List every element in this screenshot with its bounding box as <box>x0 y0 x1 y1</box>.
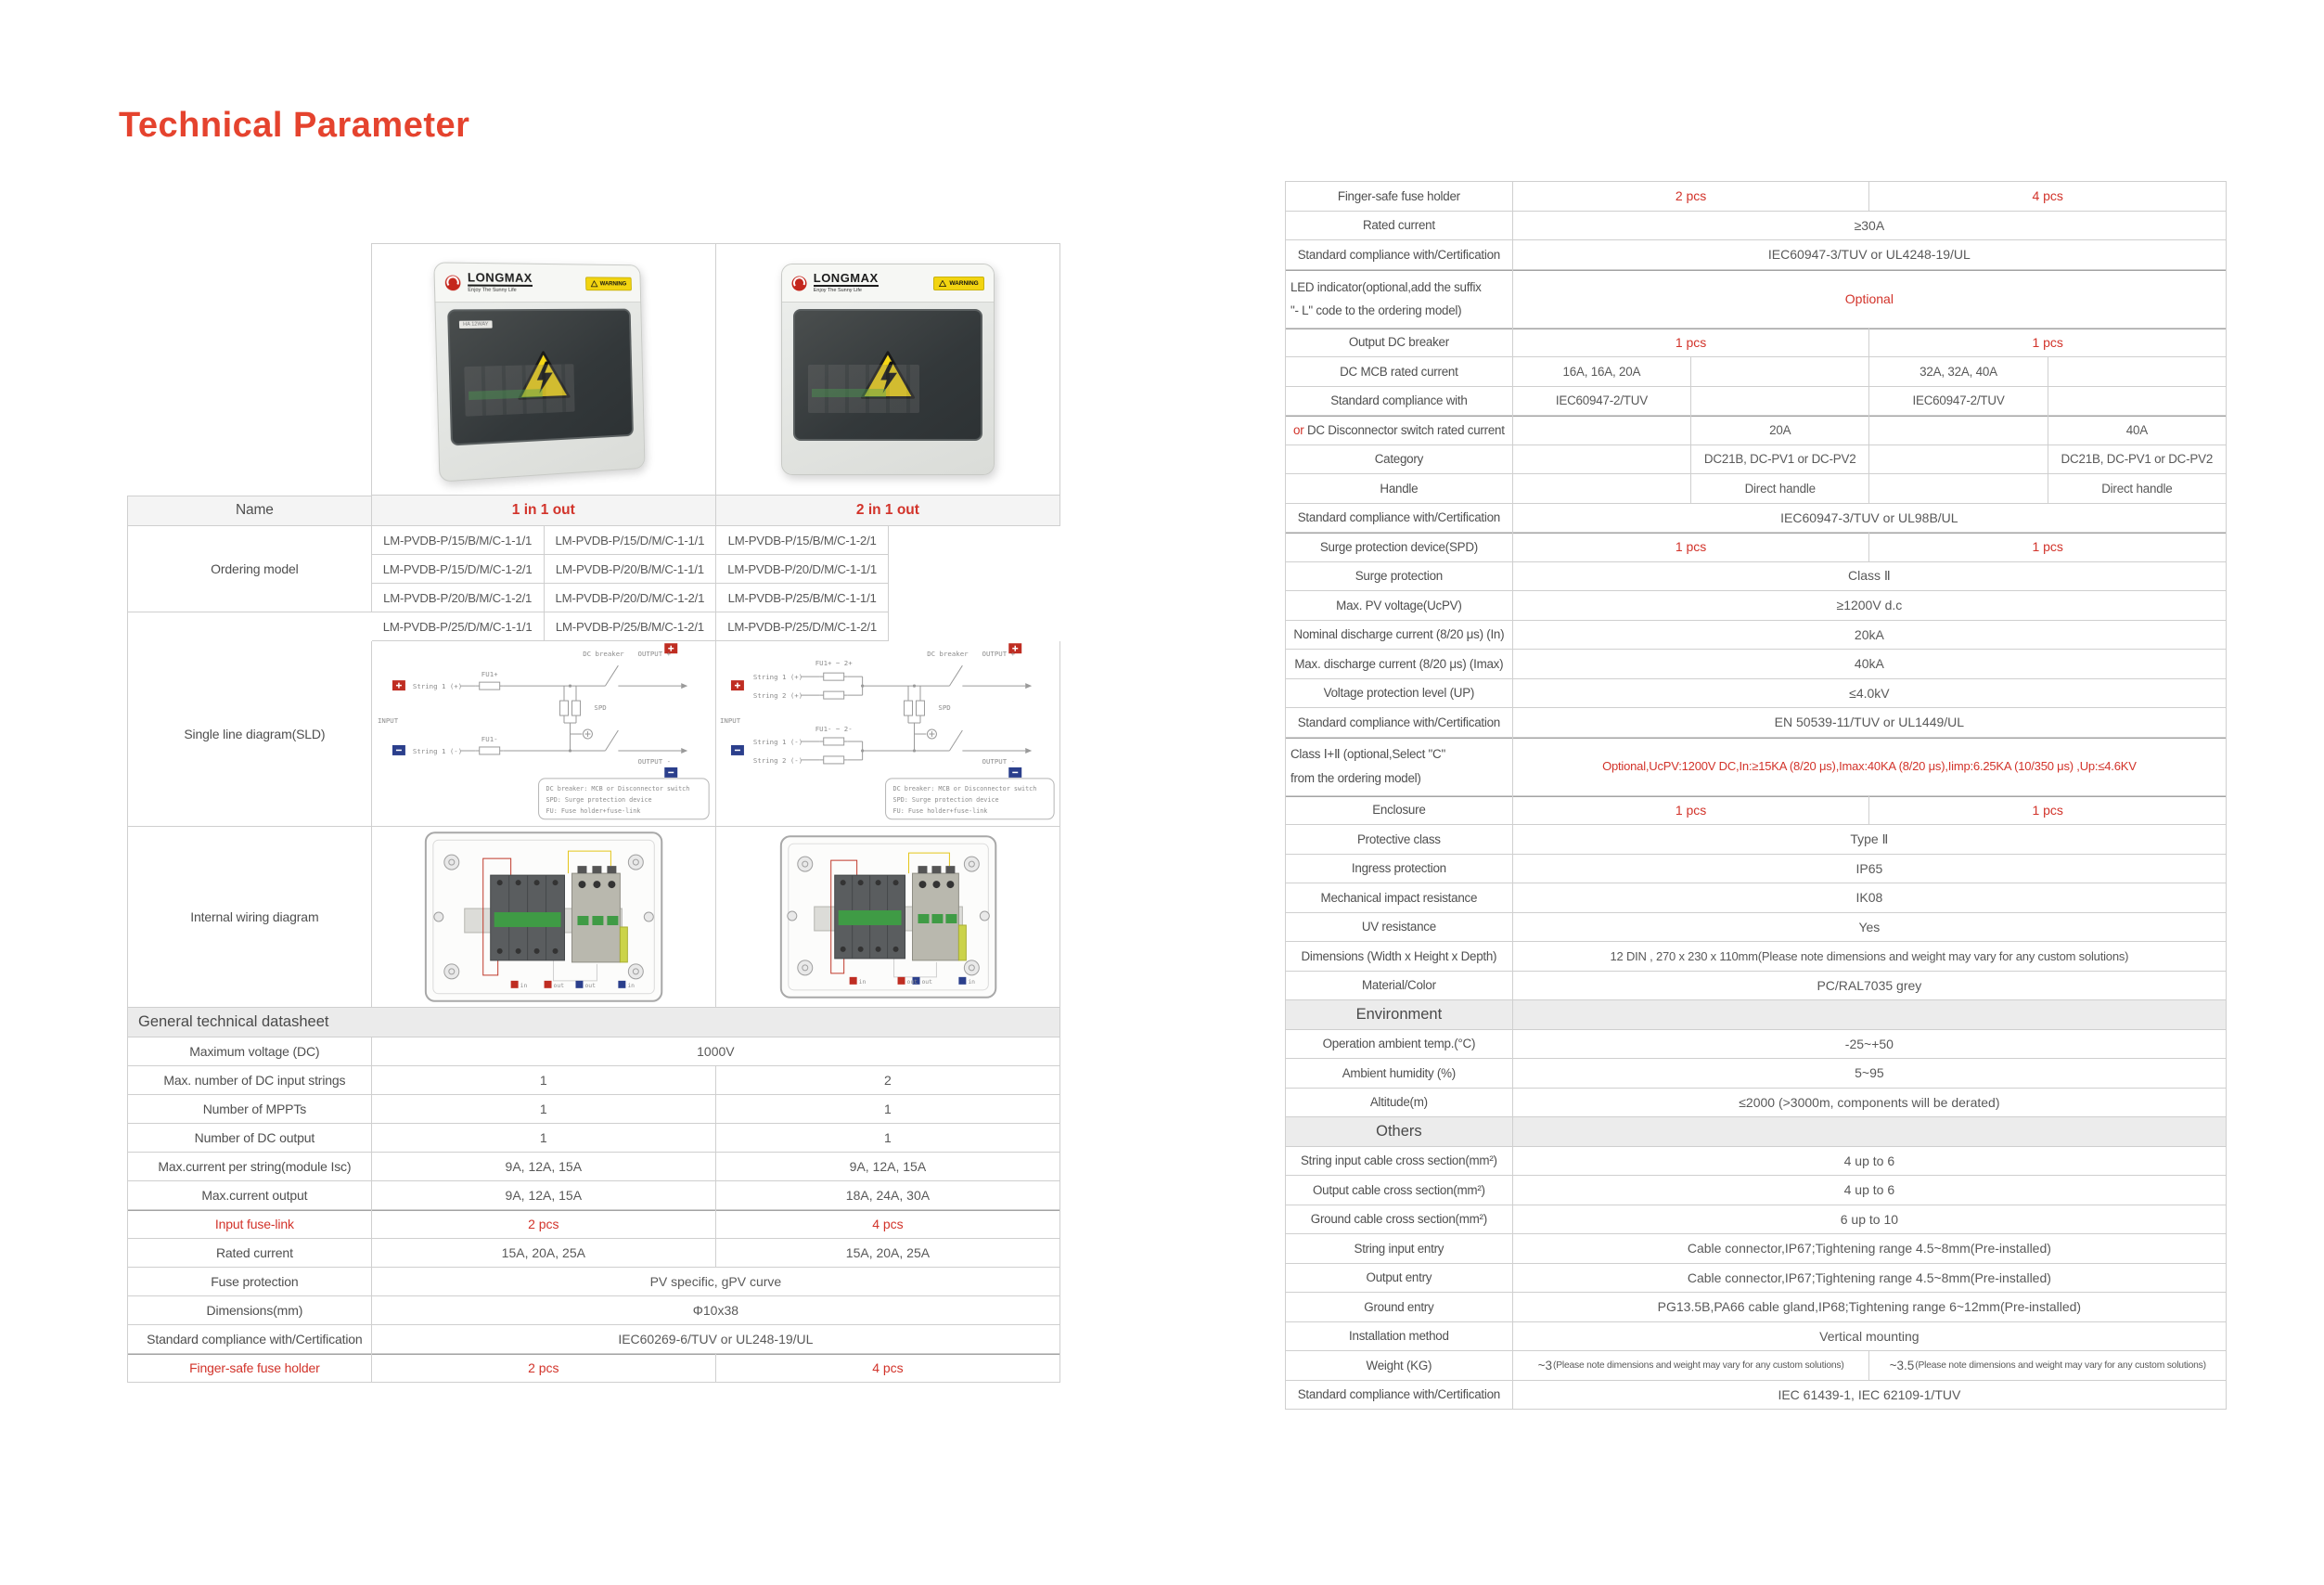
row-label: Finger-safe fuse holder <box>128 1354 372 1383</box>
sld-label: FU1+ <box>481 670 498 679</box>
row-value: ~3 (Please note dimensions and weight may vary for any custom solutions) <box>1513 1351 1870 1381</box>
row-label: Max.current per string(module Isc) <box>128 1153 372 1181</box>
table-row <box>1285 1293 2227 1322</box>
row-value: 20A <box>1691 416 1869 445</box>
table-row <box>1285 1234 2227 1264</box>
table-row <box>127 1037 1060 1066</box>
brand-logo-icon <box>791 276 807 291</box>
table-row <box>1285 182 2227 212</box>
row-value: ≤4.0kV <box>1513 679 2227 709</box>
row-value: 9A, 12A, 15A <box>372 1181 716 1210</box>
table-row <box>1285 650 2227 679</box>
product-photo-1in1out <box>372 244 716 495</box>
row-value: 4 pcs <box>716 1354 1060 1383</box>
table-row <box>1285 387 2227 417</box>
table-row <box>1285 1205 2227 1235</box>
smoked-window <box>793 309 982 441</box>
row-value: 9A, 12A, 15A <box>372 1153 716 1181</box>
section-header-others <box>1285 1117 2227 1147</box>
row-label: Enclosure <box>1286 796 1513 826</box>
row-label: Finger-safe fuse holder <box>1286 182 1513 212</box>
warning-triangle-icon <box>939 280 946 287</box>
row-value: 2 pcs <box>372 1354 716 1383</box>
row-label: Input fuse-link <box>128 1210 372 1239</box>
warning-sticker <box>584 277 631 290</box>
row-value: IEC60269-6/TUV or UL248-19/UL <box>372 1325 1060 1354</box>
row-value: 1 <box>716 1124 1060 1153</box>
row-value <box>2048 357 2227 387</box>
row-value: PV specific, gPV curve <box>372 1268 1060 1296</box>
sld-label: SPD <box>594 703 607 713</box>
table-row <box>127 1239 1060 1268</box>
row-label: Max. discharge current (8/20 μs) (Imax) <box>1286 650 1513 679</box>
wiring-cell-1in1out <box>372 827 716 1008</box>
table-row <box>1285 329 2227 358</box>
row-value: ≥30A <box>1513 212 2227 241</box>
row-value: 40A <box>2048 416 2227 445</box>
row-label: Standard compliance with/Certification <box>1286 708 1513 738</box>
row-value: 2 pcs <box>1513 182 1870 212</box>
row-label: Installation method <box>1286 1322 1513 1352</box>
table-row-ordering-model <box>127 526 1060 641</box>
ordering-model-cell: LM-PVDB-P/20/D/M/C-1-2/1 <box>545 584 717 612</box>
row-value: IEC60947-2/TUV <box>1869 387 2048 417</box>
table-row <box>1285 942 2227 972</box>
ordering-model-cell: LM-PVDB-P/25/D/M/C-1-1/1 <box>372 612 545 641</box>
row-value: Yes <box>1513 913 2227 943</box>
row-value: Φ10x38 <box>372 1296 1060 1325</box>
sld-cell-2in1out <box>716 641 1060 827</box>
table-row <box>127 1296 1060 1325</box>
row-value: 1 pcs <box>1869 796 2227 826</box>
section-title: Others <box>1286 1117 1513 1147</box>
row-value <box>1869 416 2048 445</box>
row-value: Class Ⅱ <box>1513 562 2227 592</box>
table-row <box>1285 1381 2227 1411</box>
table-row <box>1285 533 2227 562</box>
row-label: Internal wiring diagram <box>128 827 372 1008</box>
sld-legend-line: FU: Fuse holder+fuse-link <box>546 806 641 815</box>
ordering-model-cell: LM-PVDB-P/15/D/M/C-1-2/1 <box>372 555 545 584</box>
brand-name: LONGMAX <box>813 271 879 286</box>
ordering-model-cell: LM-PVDB-P/20/D/M/C-1-1/1 <box>716 555 889 584</box>
row-value: 1 <box>372 1124 716 1153</box>
row-value: Optional <box>1513 270 2227 329</box>
wiring-legend-label: in <box>858 977 867 986</box>
row-value: IEC 61439-1, IEC 62109-1/TUV <box>1513 1381 2227 1411</box>
sld-cell-1in1out <box>372 641 716 827</box>
table-row <box>1285 1030 2227 1060</box>
row-value: IEC60947-2/TUV <box>1513 387 1691 417</box>
table-row <box>1285 445 2227 475</box>
wiring-legend-label: out <box>584 981 596 989</box>
page-title: Technical Parameter <box>119 106 470 145</box>
row-value <box>1691 387 1869 417</box>
wiring-legend-label: out <box>906 977 918 986</box>
sld-legend-line: FU: Fuse holder+fuse-link <box>892 806 988 815</box>
section-title: Environment <box>1286 1000 1513 1030</box>
sld-label: INPUT <box>719 716 741 726</box>
sld-label: DC breaker <box>582 650 624 659</box>
row-value <box>1513 445 1691 475</box>
sld-label: String 1 (+) <box>752 673 803 682</box>
table-row-sld <box>127 641 1060 827</box>
table-row <box>1285 474 2227 504</box>
row-value: IK08 <box>1513 883 2227 913</box>
table-row <box>1285 212 2227 241</box>
row-value: 15A, 20A, 25A <box>372 1239 716 1268</box>
brand-slogan: Enjoy The Sunny Life <box>467 287 517 294</box>
table-row-weight <box>1285 1351 2227 1381</box>
wiring-legend-label: in <box>627 981 635 989</box>
table-row <box>1285 1059 2227 1089</box>
enclosure-photo <box>433 262 645 482</box>
row-label: Ground entry <box>1286 1293 1513 1322</box>
row-value <box>1869 474 2048 504</box>
sld-label: OUTPUT + <box>637 650 671 659</box>
row-value <box>1691 357 1869 387</box>
row-value <box>1869 445 2048 475</box>
row-value: 1 <box>372 1095 716 1124</box>
row-label: Fuse protection <box>128 1268 372 1296</box>
row-label: Ambient humidity (%) <box>1286 1059 1513 1089</box>
row-label: Handle <box>1286 474 1513 504</box>
row-value: 40kA <box>1513 650 2227 679</box>
row-label: Operation ambient temp.(°C) <box>1286 1030 1513 1060</box>
table-row <box>1285 855 2227 884</box>
row-value: 20kA <box>1513 621 2227 651</box>
row-label: Altitude(m) <box>1286 1089 1513 1118</box>
sld-label: FU1- ~ 2- <box>815 725 853 734</box>
row-value: DC21B, DC-PV1 or DC-PV2 <box>1691 445 1869 475</box>
row-value: 5~95 <box>1513 1059 2227 1089</box>
row-value: 1 <box>716 1095 1060 1124</box>
table-row <box>1285 240 2227 270</box>
model-tag: HA 12WAY <box>459 320 493 329</box>
table-row <box>1285 679 2227 709</box>
sld-legend-line: DC breaker: MCB or Disconnector switch <box>892 784 1037 792</box>
row-value: 1 pcs <box>1513 533 1870 562</box>
ordering-model-cell: LM-PVDB-P/15/B/M/C-1-1/1 <box>372 526 545 555</box>
row-label: Ingress protection <box>1286 855 1513 884</box>
row-value: 12 DIN , 270 x 230 x 110mm(Please note dimensions and weight may vary for any custom solutions) <box>1513 942 2227 972</box>
table-row <box>1285 913 2227 943</box>
brand-band <box>782 264 994 303</box>
row-value: ~3.5 (Please note dimensions and weight may vary for any custom solutions) <box>1869 1351 2227 1381</box>
row-label: Dimensions (Width x Height x Depth) <box>1286 942 1513 972</box>
table-row <box>1285 708 2227 738</box>
row-value: DC21B, DC-PV1 or DC-PV2 <box>2048 445 2227 475</box>
table-row <box>1285 504 2227 534</box>
table-row <box>127 1210 1060 1239</box>
brand-band <box>434 263 640 303</box>
sld-legend-line: DC breaker: MCB or Disconnector switch <box>546 784 690 792</box>
table-row-name <box>127 496 1060 526</box>
sld-label: OUTPUT - <box>637 756 671 766</box>
row-value: 4 up to 6 <box>1513 1176 2227 1205</box>
sld-legend-line: SPD: Surge protection device <box>546 795 652 804</box>
row-label: Max.current output <box>128 1181 372 1210</box>
ordering-model-cell: LM-PVDB-P/25/D/M/C-1-2/1 <box>716 612 889 641</box>
row-value: 1 pcs <box>1513 329 1870 358</box>
ordering-model-cell: LM-PVDB-P/25/B/M/C-1-1/1 <box>716 584 889 612</box>
row-label: Name <box>128 496 372 526</box>
right-table <box>1285 181 2227 1410</box>
table-row <box>127 1268 1060 1296</box>
table-row <box>1285 796 2227 826</box>
section-header-general-datasheet: General technical datasheet <box>127 1008 1060 1037</box>
row-value: Type Ⅱ <box>1513 825 2227 855</box>
row-label: Nominal discharge current (8/20 μs) (In) <box>1286 621 1513 651</box>
brand-logo-icon <box>444 274 461 290</box>
table-row <box>1285 591 2227 621</box>
sld-legend-line: SPD: Surge protection device <box>892 795 999 804</box>
wiring-legend-label: out <box>553 981 564 989</box>
table-row <box>1285 738 2227 796</box>
row-value: PG13.5B,PA66 cable gland,IP68;Tightening range 6~12mm(Pre-installed) <box>1513 1293 2227 1322</box>
ordering-model-grid <box>372 526 1060 641</box>
row-label: Mechanical impact resistance <box>1286 883 1513 913</box>
ordering-model-cell: LM-PVDB-P/25/B/M/C-1-2/1 <box>545 612 717 641</box>
row-value: 6 up to 10 <box>1513 1205 2227 1235</box>
row-label: Rated current <box>128 1239 372 1268</box>
row-label: LED indicator(optional,add the suffix "- L" code to the ordering model) <box>1286 270 1513 329</box>
table-row <box>1285 1322 2227 1352</box>
wiring-legend-label: out <box>921 977 932 986</box>
row-label: Standard compliance with/Certification <box>1286 504 1513 534</box>
row-label: or DC Disconnector switch rated current <box>1286 416 1513 445</box>
sld-label: DC breaker <box>927 650 969 659</box>
table-row <box>1285 357 2227 387</box>
row-label: Category <box>1286 445 1513 475</box>
table-row-wiring <box>127 827 1060 1008</box>
row-value: Direct handle <box>2048 474 2227 504</box>
table-row <box>127 1124 1060 1153</box>
row-label: DC MCB rated current <box>1286 357 1513 387</box>
row-label: Number of MPPTs <box>128 1095 372 1124</box>
ordering-model-cell: LM-PVDB-P/15/D/M/C-1-1/1 <box>545 526 717 555</box>
row-value: ≤2000 (>3000m, components will be derated) <box>1513 1089 2227 1118</box>
sld-label: FU1- <box>481 734 498 743</box>
row-value: 32A, 32A, 40A <box>1869 357 2048 387</box>
table-row <box>1285 1264 2227 1294</box>
row-label: Dimensions(mm) <box>128 1296 372 1325</box>
table-row <box>1285 562 2227 592</box>
warning-triangle-icon <box>590 280 597 287</box>
row-value: 1 pcs <box>1869 533 2227 562</box>
row-value: 2 pcs <box>372 1210 716 1239</box>
row-value <box>1513 474 1691 504</box>
sld-label: SPD <box>938 703 951 713</box>
table-row <box>1285 972 2227 1001</box>
row-value: 4 pcs <box>716 1210 1060 1239</box>
row-value <box>1513 416 1691 445</box>
row-label: Standard compliance with/Certification <box>128 1325 372 1354</box>
wiring-legend-label: in <box>968 977 975 986</box>
row-value: 1 pcs <box>1869 329 2227 358</box>
row-value: EN 50539-11/TUV or UL1449/UL <box>1513 708 2227 738</box>
row-value: 1 <box>372 1066 716 1095</box>
left-table <box>127 243 1060 1383</box>
row-value: Cable connector,IP67;Tightening range 4.5~8mm(Pre-installed) <box>1513 1264 2227 1294</box>
sld-label: FU1+ ~ 2+ <box>815 659 853 668</box>
row-label: Ground cable cross section(mm²) <box>1286 1205 1513 1235</box>
row-label: Weight (KG) <box>1286 1351 1513 1381</box>
row-label: Number of DC output <box>128 1124 372 1153</box>
product-photo-row <box>371 243 1060 496</box>
table-row <box>1285 621 2227 651</box>
row-value: 4 pcs <box>1869 182 2227 212</box>
row-value: IEC60947-3/TUV or UL4248-19/UL <box>1513 240 2227 270</box>
row-label: Standard compliance with/Certification <box>1286 1381 1513 1411</box>
row-value: IP65 <box>1513 855 2227 884</box>
row-label: Surge protection device(SPD) <box>1286 533 1513 562</box>
sld-diagram-2in1out <box>716 641 1059 826</box>
wiring-diagram-2in1out <box>716 827 1059 1007</box>
row-label: Ordering model <box>128 526 372 612</box>
wiring-legend-label: in <box>520 981 528 989</box>
row-value: IEC60947-3/TUV or UL98B/UL <box>1513 504 2227 534</box>
enclosure-photo <box>781 264 995 475</box>
row-label: Surge protection <box>1286 562 1513 592</box>
sld-label: OUTPUT - <box>982 756 1015 766</box>
brand-name: LONGMAX <box>468 271 533 287</box>
row-value: -25~+50 <box>1513 1030 2227 1060</box>
ordering-model-cell: LM-PVDB-P/20/B/M/C-1-1/1 <box>545 555 717 584</box>
sld-label: String 1 (+) <box>412 682 462 691</box>
section-header-environment <box>1285 1000 2227 1030</box>
row-label: String input entry <box>1286 1234 1513 1264</box>
sld-label: String 2 (-) <box>752 755 803 765</box>
column-header-1in1out: 1 in 1 out <box>372 496 716 526</box>
smoked-window <box>447 309 634 446</box>
warning-text: WARNING <box>599 279 627 287</box>
row-label: Standard compliance with/Certification <box>1286 240 1513 270</box>
row-value <box>2048 387 2227 417</box>
row-value: 16A, 16A, 20A <box>1513 357 1691 387</box>
table-row <box>127 1066 1060 1095</box>
table-row <box>127 1354 1060 1383</box>
row-label: Output cable cross section(mm²) <box>1286 1176 1513 1205</box>
row-label: Single line diagram(SLD) <box>128 641 372 827</box>
ordering-model-cell: LM-PVDB-P/15/B/M/C-1-2/1 <box>716 526 889 555</box>
row-label: Output DC breaker <box>1286 329 1513 358</box>
row-value: 9A, 12A, 15A <box>716 1153 1060 1181</box>
table-row <box>1285 1176 2227 1205</box>
row-value: Optional,UcPV:1200V DC,In:≥15KA (8/20 μs),Imax:40KA (8/20 μs),Iimp:6.25KA (10/350 μs) ,Up:≤4.6KV <box>1513 738 2227 796</box>
row-value: 1 pcs <box>1513 796 1870 826</box>
row-label: String input cable cross section(mm²) <box>1286 1147 1513 1177</box>
sld-label: OUTPUT + <box>982 650 1015 659</box>
row-label: Material/Color <box>1286 972 1513 1001</box>
brand-slogan: Enjoy The Sunny Life <box>813 288 862 294</box>
row-label: Standard compliance with <box>1286 387 1513 417</box>
table-row <box>1285 416 2227 445</box>
row-value: 2 <box>716 1066 1060 1095</box>
row-value: 15A, 20A, 25A <box>716 1239 1060 1268</box>
sld-label: INPUT <box>377 716 398 726</box>
table-row <box>1285 825 2227 855</box>
row-value: Direct handle <box>1691 474 1869 504</box>
ordering-model-cell: LM-PVDB-P/20/B/M/C-1-2/1 <box>372 584 545 612</box>
sld-diagram-1in1out <box>372 641 715 826</box>
row-value: 1000V <box>372 1037 1060 1066</box>
sld-label: String 1 (-) <box>412 746 462 755</box>
sld-label: String 1 (-) <box>752 737 803 746</box>
warning-text: WARNING <box>949 279 979 287</box>
row-label: Class Ⅰ+Ⅱ (optional,Select "C" from the ordering model) <box>1286 738 1513 796</box>
table-row <box>127 1095 1060 1124</box>
row-label: Voltage protection level (UP) <box>1286 679 1513 709</box>
table-row <box>1285 1147 2227 1177</box>
wiring-diagram-1in1out <box>372 827 715 1007</box>
terminal-silhouette <box>812 389 886 397</box>
warning-sticker <box>933 277 983 290</box>
row-value: Vertical mounting <box>1513 1322 2227 1352</box>
row-value: PC/RAL7035 grey <box>1513 972 2227 1001</box>
row-value: ≥1200V d.c <box>1513 591 2227 621</box>
table-row <box>1285 270 2227 329</box>
table-row <box>1285 1089 2227 1118</box>
row-label: Max. number of DC input strings <box>128 1066 372 1095</box>
sld-label: String 2 (+) <box>752 691 803 701</box>
table-row <box>127 1325 1060 1354</box>
table-row <box>127 1153 1060 1181</box>
row-value: 4 up to 6 <box>1513 1147 2227 1177</box>
row-label: Output entry <box>1286 1264 1513 1294</box>
product-photo-2in1out <box>716 244 1060 495</box>
column-header-2in1out: 2 in 1 out <box>716 496 1060 526</box>
row-value: 18A, 24A, 30A <box>716 1181 1060 1210</box>
row-label: Max. PV voltage(UcPV) <box>1286 591 1513 621</box>
row-label: UV resistance <box>1286 913 1513 943</box>
table-row <box>1285 883 2227 913</box>
wiring-cell-2in1out <box>716 827 1060 1008</box>
row-label: Maximum voltage (DC) <box>128 1037 372 1066</box>
row-label: Rated current <box>1286 212 1513 241</box>
row-value: Cable connector,IP67;Tightening range 4.5~8mm(Pre-installed) <box>1513 1234 2227 1264</box>
row-label: Protective class <box>1286 825 1513 855</box>
table-row <box>127 1181 1060 1210</box>
